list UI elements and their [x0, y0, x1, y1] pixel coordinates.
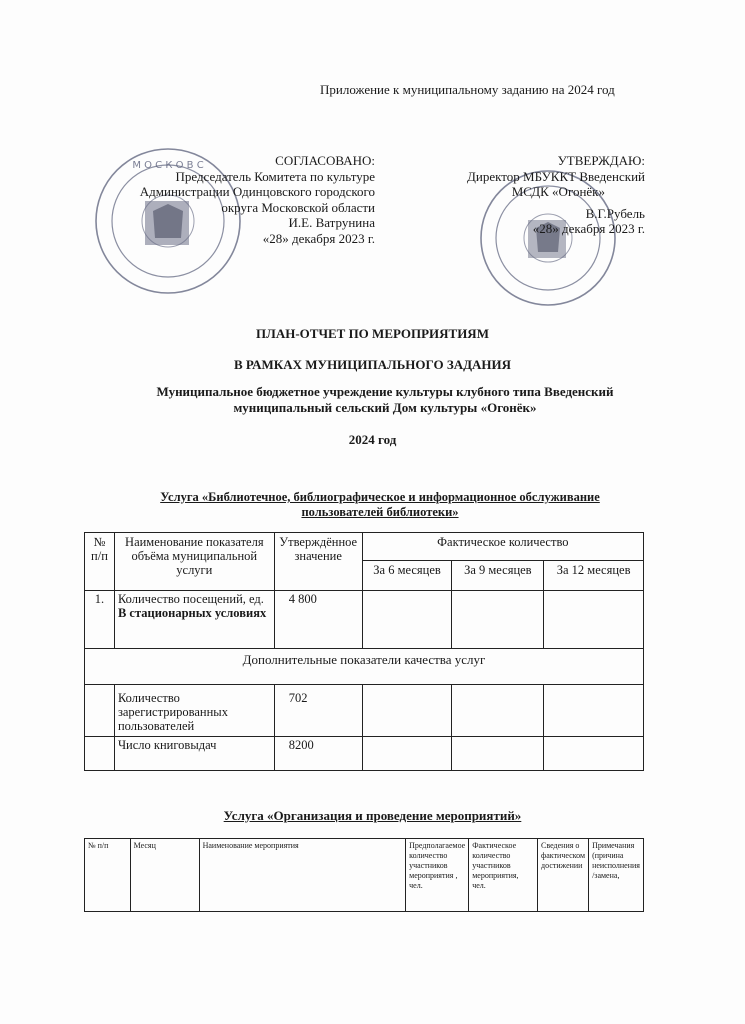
- row-indicator-name: Количество посещений, ед.: [117, 592, 264, 606]
- doc-title-line2: В РАМКАХ МУНИЦИПАЛЬНОГО ЗАДАНИЯ: [233, 357, 512, 372]
- row-12m: [544, 591, 644, 649]
- table-row: [85, 737, 644, 771]
- row-indicator-sub: В стационарных условиях: [117, 606, 267, 620]
- col-approved-value: Утверждённое значение: [274, 533, 362, 591]
- row-12m: [544, 737, 644, 771]
- service2-title-text: Услуга «Организация и проведение мероприятий»: [223, 808, 522, 823]
- doc-title-line1: ПЛАН-ОТЧЕТ ПО МЕРОПРИЯТИЯМ: [256, 326, 489, 341]
- approve-date: «28» декабря 2023 г.: [532, 221, 645, 236]
- appendix-note: Приложение к муниципальному заданию на 2024 год: [320, 82, 615, 97]
- row-6m: [362, 591, 452, 649]
- events-service-table: [84, 838, 644, 912]
- col-num: № п/п: [85, 839, 131, 912]
- row-6m: [362, 685, 452, 737]
- approve-title: УТВЕРЖДАЮ:: [557, 153, 645, 168]
- approve-line2: МСДК «Огонёк»: [511, 184, 605, 199]
- col-actual-quantity: Фактическое количество: [362, 533, 643, 561]
- col-indicator-name: Наименование показателя объёма муниципальной услуги: [114, 533, 274, 591]
- library-service-table: [84, 532, 644, 771]
- report-year: 2024 год: [348, 432, 397, 447]
- row-indicator: [114, 591, 274, 649]
- col-month: Месяц: [130, 839, 199, 912]
- table-row: [85, 591, 644, 649]
- service2-title: [0, 808, 745, 824]
- agreed-title: СОГЛАСОВАНО:: [275, 153, 375, 168]
- approve-name: В.Г.Рубель: [585, 205, 645, 221]
- agreed-date: «28» декабря 2023 г.: [262, 230, 375, 246]
- agreed-block: [75, 153, 375, 246]
- agreed-line3: округа Московской области: [221, 199, 375, 215]
- service1-title: [145, 490, 615, 520]
- row-indicator-name: Количество зарегистрированных пользователей: [114, 685, 274, 737]
- col-actual-participants: Фактическое количество участников мероприятия, чел.: [469, 839, 538, 912]
- row-12m: [544, 685, 644, 737]
- service1-title-text: Услуга «Библиотечное, библиографическое и информационное обслуживание пользователей библиотеки»: [160, 490, 600, 519]
- col-notes: Примечания (причина неисполнения /замена,: [589, 839, 644, 912]
- row-approved: 702: [274, 685, 362, 737]
- row-num: 1.: [85, 591, 115, 649]
- organization-name: Муниципальное бюджетное учреждение культуры клубного типа Введенский муниципальный сельский Дом культуры «Огонёк»: [156, 384, 614, 415]
- row-9m: [452, 685, 544, 737]
- col-event-name: Наименование мероприятия: [199, 839, 406, 912]
- col-9-months: За 9 месяцев: [452, 561, 544, 591]
- extra-indicators-title: Дополнительные показатели качества услуг: [85, 649, 644, 685]
- row-6m: [362, 737, 452, 771]
- row-num: [85, 685, 115, 737]
- agreed-line2: Администрации Одинцовского городского: [139, 184, 375, 199]
- approve-line1: Директор МБУККТ Введенский: [467, 168, 645, 184]
- row-approved: 4 800: [274, 591, 362, 649]
- agreed-line1: Председатель Комитета по культуре: [175, 168, 375, 184]
- row-num: [85, 737, 115, 771]
- col-planned-participants: Предполагаемое количество участников мероприятия , чел.: [406, 839, 469, 912]
- row-approved: 8200: [274, 737, 362, 771]
- approve-block: [385, 153, 645, 237]
- row-indicator-name: Число книговыдач: [114, 737, 274, 771]
- agreed-name: И.Е. Ватрунина: [288, 215, 375, 230]
- table-row: [85, 685, 644, 737]
- col-num: № п/п: [85, 533, 115, 591]
- col-6-months: За 6 месяцев: [362, 561, 452, 591]
- row-9m: [452, 591, 544, 649]
- svg-text:М О С К О В С: М О С К О В С: [132, 160, 204, 171]
- col-achievement-info: Сведения о фактическом достижении: [538, 839, 589, 912]
- col-12-months: За 12 месяцев: [544, 561, 644, 591]
- row-9m: [452, 737, 544, 771]
- table-row: [85, 649, 644, 685]
